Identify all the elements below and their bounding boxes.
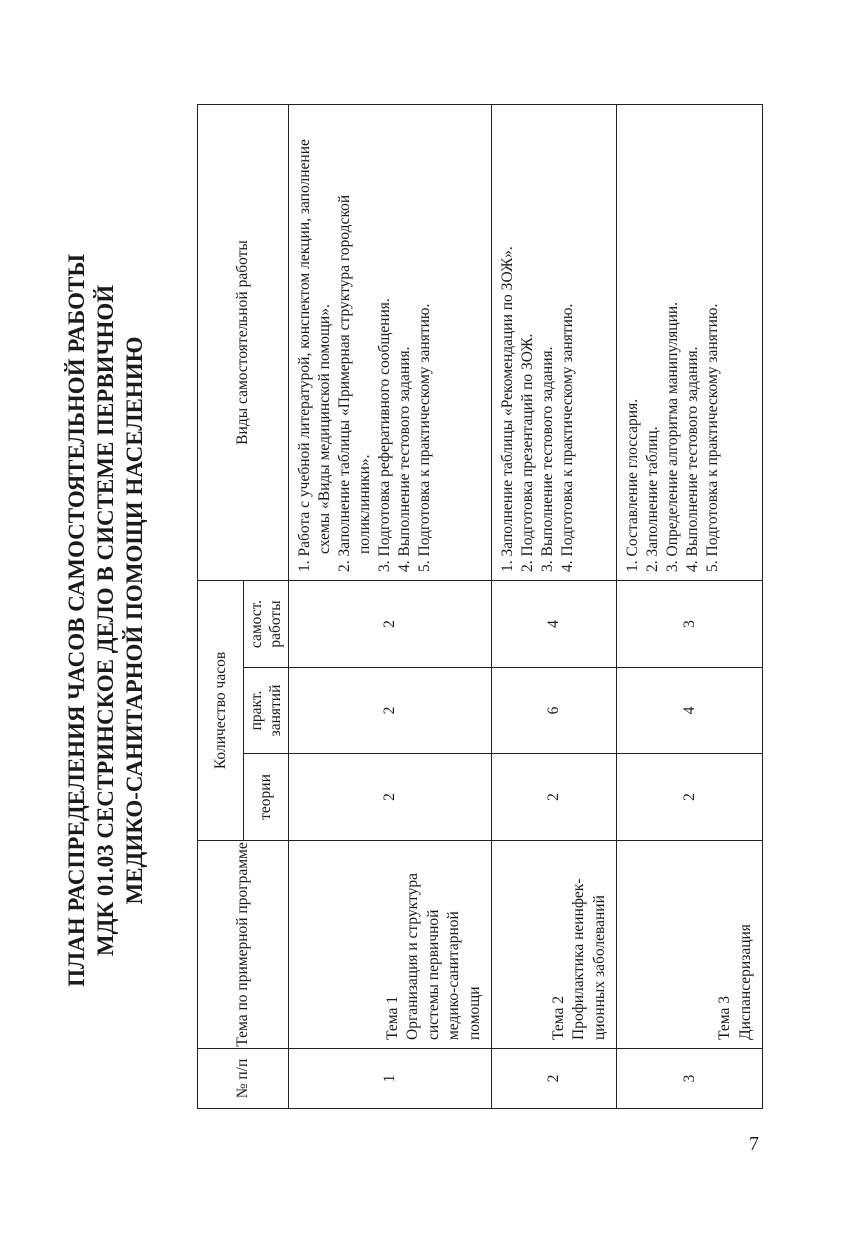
topic-line: Тема 2 xyxy=(549,996,567,1040)
row-number: 1 xyxy=(289,1049,492,1109)
topic-line: помощи xyxy=(465,986,483,1040)
row-self-hours: 4 xyxy=(492,580,617,667)
kind-item: 1. Составление глоссария. xyxy=(624,398,641,572)
header-practice-line-2: занятий xyxy=(267,684,284,737)
title-line-3: МЕДИКО-САНИТАРНОЙ ПОМОЩИ НАСЕЛЕНИЮ xyxy=(122,336,147,905)
row-number: 2 xyxy=(492,1049,617,1109)
row-self-hours: 3 xyxy=(617,580,763,667)
header-practice-line-1: практ. xyxy=(247,690,265,731)
header-self xyxy=(244,580,289,667)
kind-item: 1. Работа с учебной литературой, конспектом лекции, заполнение схемы «Виды медицинской помощи». xyxy=(296,139,333,572)
topic-line: Профилактика неинфек- xyxy=(570,878,587,1040)
row-theory-hours: 2 xyxy=(492,754,617,841)
row-number: 3 xyxy=(617,1049,763,1109)
header-self-line-1: самост. xyxy=(247,599,265,649)
kind-item: 2. Заполнение таблиц. xyxy=(644,426,661,572)
kind-item: 1. Заполнение таблицы «Рекомендации по ЗОЖ». xyxy=(499,246,516,572)
kind-item: 3. Выполнение тестового задания. xyxy=(539,346,556,572)
table-row xyxy=(289,104,492,1108)
row-topic xyxy=(492,841,617,1049)
kind-item: 4. Подготовка к практическому занятию. xyxy=(559,303,576,572)
table-row xyxy=(492,104,617,1108)
kind-item: 4. Выполнение тестового задания. xyxy=(396,346,413,572)
kind-item: 2. Подготовка презентаций по ЗОЖ. xyxy=(519,333,536,572)
row-practice-hours: 4 xyxy=(617,668,763,754)
table-row xyxy=(617,104,763,1108)
row-practice-hours: 6 xyxy=(492,668,617,754)
title-line-2: МДК 01.03 СЕСТРИНСКОЕ ДЕЛО В СИСТЕМЕ ПЕРВИЧНОЙ xyxy=(93,284,118,957)
kind-item: 2. Заполнение таблицы «Примерная структура городской поликлиники». xyxy=(336,194,373,572)
topic-line: Диспансеризация xyxy=(736,924,754,1040)
header-hours: Количество часов xyxy=(198,580,244,840)
hours-plan-table xyxy=(197,104,763,1109)
topic-line: системы первичной xyxy=(424,909,442,1040)
row-theory-hours: 2 xyxy=(617,754,763,841)
row-theory-hours: 2 xyxy=(289,754,492,841)
row-kinds xyxy=(617,104,763,580)
row-practice-hours: 2 xyxy=(289,668,492,754)
kind-item: 4. Выполнение тестового задания. xyxy=(684,346,701,572)
kind-item: 3. Определение алгоритма манипуляции. xyxy=(664,301,681,572)
table-header-row xyxy=(198,104,244,1108)
row-kinds xyxy=(289,104,492,580)
title-line-1: ПЛАН РАСПРЕДЕЛЕНИЯ ЧАСОВ САМОСТОЯТЕЛЬНОЙ РАБОТЫ xyxy=(64,254,89,987)
topic-line: Тема 3 xyxy=(716,996,733,1040)
header-topic: Тема по примерной программе xyxy=(198,841,289,1049)
document-title xyxy=(62,0,149,1241)
page-number: 7 xyxy=(749,1133,759,1155)
row-self-hours: 2 xyxy=(289,580,492,667)
row-topic xyxy=(289,841,492,1049)
topic-line: ционных заболеваний xyxy=(590,895,608,1040)
topic-line: медико-санитарной xyxy=(445,911,462,1040)
kind-item: 5. Подготовка к практическому занятию. xyxy=(704,303,721,572)
kind-item: 3. Подготовка реферативного сообщения. xyxy=(376,298,393,572)
row-topic xyxy=(617,841,763,1049)
header-kinds: Виды самостоятельной работы xyxy=(198,104,289,580)
header-theory: теории xyxy=(244,754,289,841)
row-kinds xyxy=(492,104,617,580)
header-self-line-2: работы xyxy=(267,600,284,648)
header-practice xyxy=(244,668,289,754)
header-num: № п/п xyxy=(198,1049,289,1109)
topic-line: Организация и структура xyxy=(404,873,421,1040)
topic-line: Тема 1 xyxy=(383,996,401,1040)
kind-item: 5. Подготовка к практическому занятию. xyxy=(416,303,433,572)
